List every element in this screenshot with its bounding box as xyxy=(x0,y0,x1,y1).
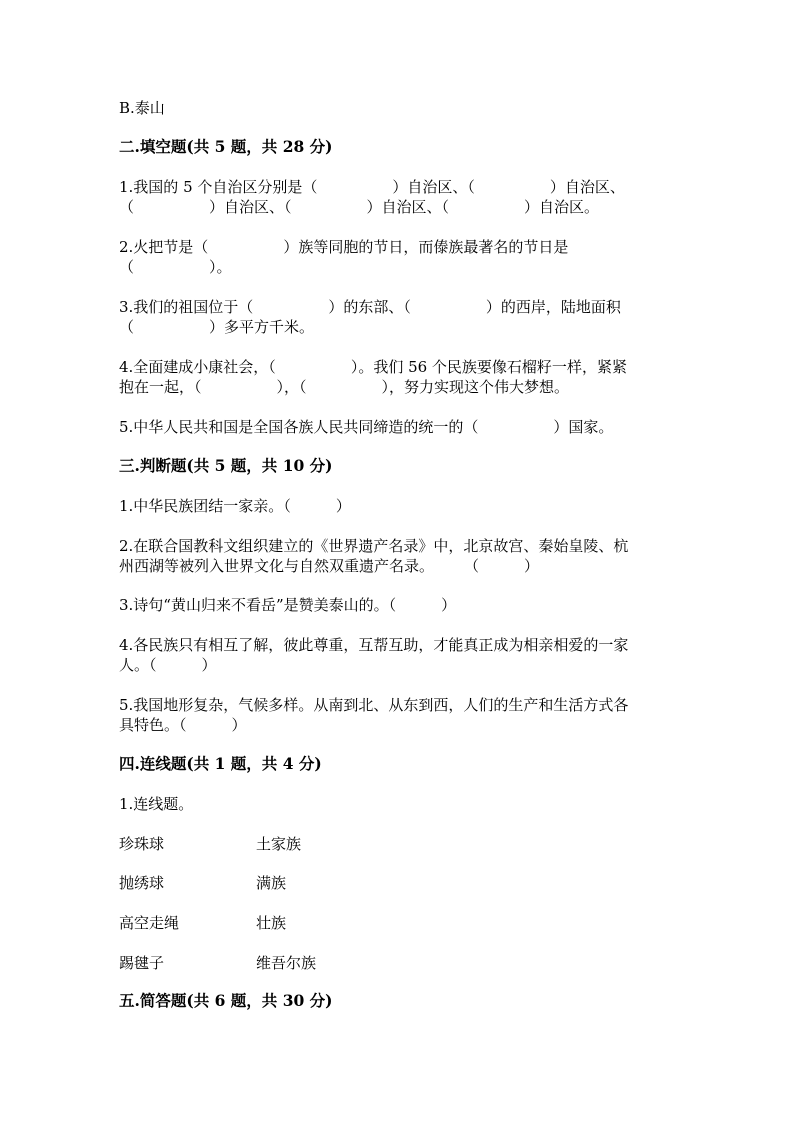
fill-q2-line1: 2.火把节是（ ）族等同胞的节日，而傣族最著名的节日是 xyxy=(119,238,569,256)
matching-right-4: 维吾尔族 xyxy=(256,954,317,972)
judge-q5-line2: 具特色。（ ） xyxy=(119,716,247,734)
matching-q1: 1.连线题。 xyxy=(119,795,194,813)
matching-left-2: 抛绣球 xyxy=(119,874,165,892)
judge-q4-line1: 4.各民族只有相互了解，彼此尊重，互帮互助，才能真正成为相亲相爱的一家 xyxy=(119,636,629,654)
fill-q1-line2: （ ）自治区、（ ）自治区、（ ）自治区。 xyxy=(119,198,600,216)
fill-q3-line2: （ ）多平方千米。 xyxy=(119,318,315,336)
fill-q4-line2: 抱在一起，（ ），（ ），努力实现这个伟大梦想。 xyxy=(119,378,570,396)
section-heading-fill-blank: 二.填空题(共 5 题，共 28 分) xyxy=(119,137,333,156)
matching-left-4: 踢毽子 xyxy=(119,954,165,972)
fill-q2-line2: （ ）。 xyxy=(119,258,232,276)
fill-q5-line1: 5.中华人民共和国是全国各族人民共同缔造的统一的（ ）国家。 xyxy=(119,418,614,436)
judge-q5-line1: 5.我国地形复杂，气候多样。从南到北、从东到西，人们的生产和生活方式各 xyxy=(119,696,629,714)
option-b: B.泰山 xyxy=(119,99,165,117)
section-heading-judge: 三.判断题(共 5 题，共 10 分) xyxy=(119,456,333,475)
matching-right-3: 壮族 xyxy=(256,914,287,932)
matching-right-1: 土家族 xyxy=(256,835,302,853)
judge-q3-line1: 3.诗句“黄山归来不看岳”是赞美泰山的。（ ） xyxy=(119,596,457,614)
matching-left-3: 高空走绳 xyxy=(119,914,180,932)
section-heading-short-answer: 五.简答题(共 6 题，共 30 分) xyxy=(119,991,333,1010)
judge-q2-line2: 州西湖等被列入世界文化与自然双重遗产名录。 （ ） xyxy=(119,557,540,575)
judge-q4-line2: 人。（ ） xyxy=(119,656,217,674)
judge-q2-line1: 2.在联合国教科文组织建立的《世界遗产名录》中，北京故宫、秦始皇陵、杭 xyxy=(119,537,629,555)
matching-right-2: 满族 xyxy=(256,874,287,892)
fill-q3-line1: 3.我们的祖国位于（ ）的东部、（ ）的西岸，陆地面积 xyxy=(119,298,621,316)
fill-q4-line1: 4.全面建成小康社会，（ ）。我们 56 个民族要像石榴籽一样，紧紧 xyxy=(119,358,627,376)
judge-q1-line1: 1.中华民族团结一家亲。（ ） xyxy=(119,497,351,515)
matching-left-1: 珍珠球 xyxy=(119,835,165,853)
fill-q1-line1: 1.我国的 5 个自治区分别是（ ）自治区、（ ）自治区、 xyxy=(119,178,625,196)
section-heading-matching: 四.连线题(共 1 题，共 4 分) xyxy=(119,754,322,773)
